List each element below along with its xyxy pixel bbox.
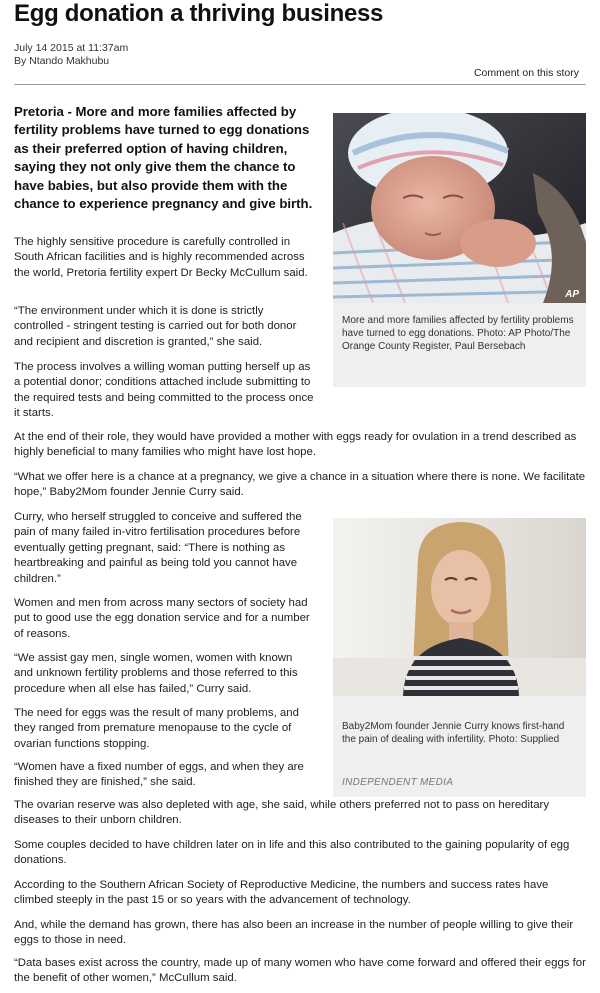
portrait-photo-image: [333, 518, 586, 696]
article-paragraph: “Women have a fixed number of eggs, and when they are finished they are finished,” she said.: [14, 761, 304, 789]
article-paragraph: The ovarian reserve was also depleted with age, she said, while others preferred not to pass on hereditary diseases to their unborn children.: [14, 799, 550, 827]
article-paragraph: The highly sensitive procedure is carefully controlled in South African facilities and is highly recommended across the world, Pretoria fertility expert Dr Becky McCullum said.: [14, 236, 308, 279]
article-paragraph: The need for eggs was the result of many problems, and they ranged from premature menopause to the cycle of ovarian functions stopping.: [14, 707, 299, 750]
newborn-photo-image: [333, 113, 586, 303]
article-paragraph: Curry, who herself struggled to conceive and suffered the pain of many failed in-vitro fertilisation procedures before eventually getting pregnant, said: “There is nothing as heartbreaking and painful as being told you cannot have children.”: [14, 511, 302, 585]
article-lead: Pretoria - More and more families affected by fertility problems have turned to egg donations as their preferred option of having children, saying they not only give them the chance to have babies, but also provide them with the chance to experience pregnancy and give birth.: [14, 104, 313, 212]
article-paragraph: “The environment under which it is done is strictly controlled - stringent testing is carried out for both donor and recipient and discretion is granted,” she said.: [14, 305, 297, 348]
article-paragraph: The process involves a willing woman putting herself up as a potential donor; conditions attached include submitting to the required tests and being committed to the process once it starts.: [14, 361, 314, 420]
photo-figure-portrait: [333, 518, 586, 797]
article-paragraph: “Data bases exist across the country, made up of many women who have come forward and offered their eggs for the benefit of other women,” McCullum said.: [14, 957, 586, 985]
article-byline[interactable]: By Ntando Makhubu: [14, 55, 110, 67]
header-divider: [14, 84, 586, 85]
article-paragraph: Women and men from across many sectors of society had put to good use the egg donation service and for a number of reasons.: [14, 597, 310, 640]
photo-caption: More and more families affected by fertility problems have turned to egg donations. Photo: AP Photo/The Orange County Register, Paul Bersebach: [342, 315, 574, 353]
portrait-photo[interactable]: [333, 518, 586, 696]
photo-credit: INDEPENDENT MEDIA: [342, 777, 454, 788]
ap-badge: AP: [565, 289, 579, 300]
article-meta: [14, 42, 128, 68]
article-paragraph: Some couples decided to have children later on in life and this also contributed to the gaining popularity of egg donations.: [14, 839, 570, 867]
comment-on-story-link[interactable]: Comment on this story: [473, 67, 579, 79]
photo-figure-newborn: [333, 113, 586, 387]
article-paragraph: According to the Southern African Society of Reproductive Medicine, the numbers and success rates have climbed steeply in the past 15 or so years with the advancement of technology.: [14, 879, 549, 907]
article-paragraph: “What we offer here is a chance at a pregnancy, we give a chance in a situation where there is none. We facilitate hope,” Baby2Mom founder Jennie Curry said.: [14, 471, 586, 499]
article-paragraph: “We assist gay men, single women, women with known and unknown fertility problems and those referred to this procedure when all else has failed,” Curry said.: [14, 652, 298, 695]
article-paragraph: And, while the demand has grown, there has also been an increase in the number of people willing to give their eggs to those in need.: [14, 919, 574, 947]
newborn-photo[interactable]: [333, 113, 586, 303]
article-headline: Egg donation a thriving business: [14, 0, 384, 27]
article-date: July 14 2015 at 11:37am: [14, 42, 129, 54]
article-paragraph: At the end of their role, they would have provided a mother with eggs ready for ovulation in a trend described as highly beneficial to many families who might have lost hope.: [14, 431, 577, 459]
photo-caption: Baby2Mom founder Jennie Curry knows first-hand the pain of dealing with infertility. Photo: Supplied: [342, 721, 565, 746]
